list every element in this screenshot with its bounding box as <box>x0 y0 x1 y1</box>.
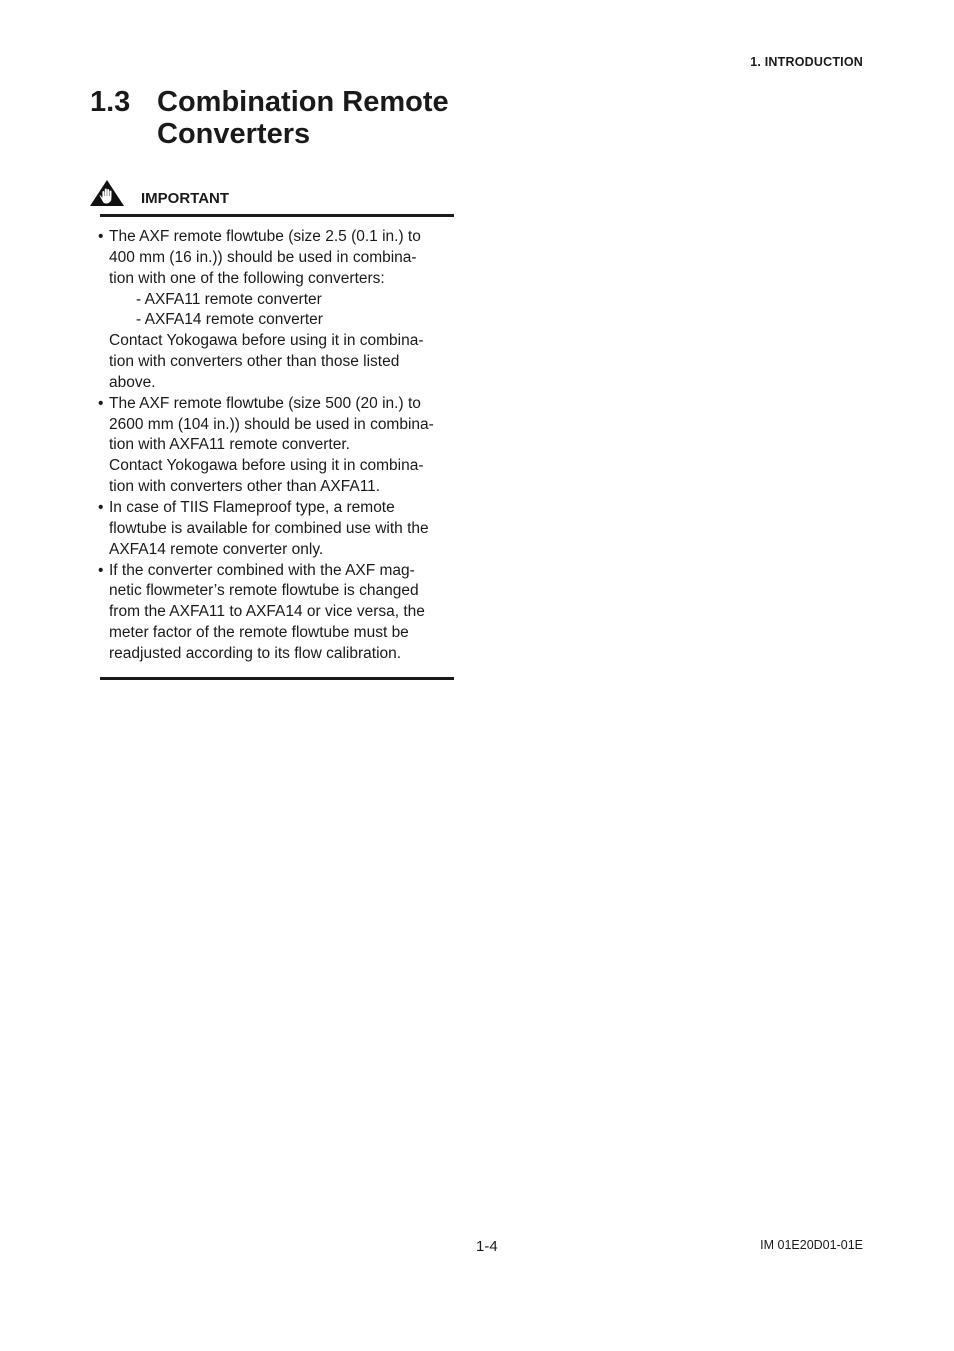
text-line: flowtube is available for combined use with the <box>109 519 429 537</box>
important-notice <box>100 178 454 680</box>
text-line: from the AXFA11 to AXFA14 or vice versa, the <box>109 603 425 621</box>
running-head: 1. INTRODUCTION <box>750 55 863 69</box>
text-line: 400 mm (16 in.)) should be used in combina- <box>109 248 417 266</box>
bullet-item-2 <box>100 394 454 498</box>
text-line: above. <box>109 373 156 391</box>
text-line: readjusted according to its flow calibration. <box>109 644 402 662</box>
section-title <box>90 86 487 150</box>
text-line: If the converter combined with the AXF mag- <box>109 561 415 579</box>
text-line: tion with AXFA11 remote converter. <box>109 436 350 454</box>
section-number: 1.3 <box>90 86 131 118</box>
section-title-text: Combination Remote Converters <box>157 86 449 150</box>
text-line: meter factor of the remote flowtube must be <box>109 624 409 642</box>
document-id: IM 01E20D01-01E <box>760 1238 863 1252</box>
text-line: tion with converters other than AXFA11. <box>109 478 381 496</box>
bullet-mark: • <box>98 561 104 579</box>
bullet-item-4 <box>100 561 454 665</box>
text-line: Contact Yokogawa before using it in combina- <box>109 457 424 475</box>
warning-hand-icon <box>89 179 125 207</box>
text-line: tion with converters other than those listed <box>109 353 400 371</box>
bullet-mark: • <box>98 394 104 412</box>
converter-option: - AXFA14 remote converter <box>136 311 323 329</box>
important-header <box>100 178 454 217</box>
page-number: 1-4 <box>476 1238 498 1255</box>
text-line: AXFA14 remote converter only. <box>109 540 324 558</box>
bullet-item-3 <box>100 498 454 561</box>
text-line: The AXF remote flowtube (size 2.5 (0.1 in.) to <box>109 228 421 245</box>
bullet-item-1 <box>100 227 454 394</box>
text-line: In case of TIIS Flameproof type, a remote <box>109 498 395 516</box>
text-line: 2600 mm (104 in.)) should be used in combina- <box>109 415 434 433</box>
bullet-mark: • <box>98 228 104 245</box>
text-line: tion with one of the following converters: <box>109 269 385 287</box>
text-line: The AXF remote flowtube (size 500 (20 in.) to <box>109 394 421 412</box>
important-body <box>100 217 454 680</box>
text-line: Contact Yokogawa before using it in combina- <box>109 332 424 350</box>
bullet-mark: • <box>98 498 104 516</box>
converter-option: - AXFA11 remote converter <box>136 290 322 308</box>
text-line: netic flowmeter’s remote flowtube is changed <box>109 582 419 600</box>
important-label: IMPORTANT <box>141 190 230 207</box>
